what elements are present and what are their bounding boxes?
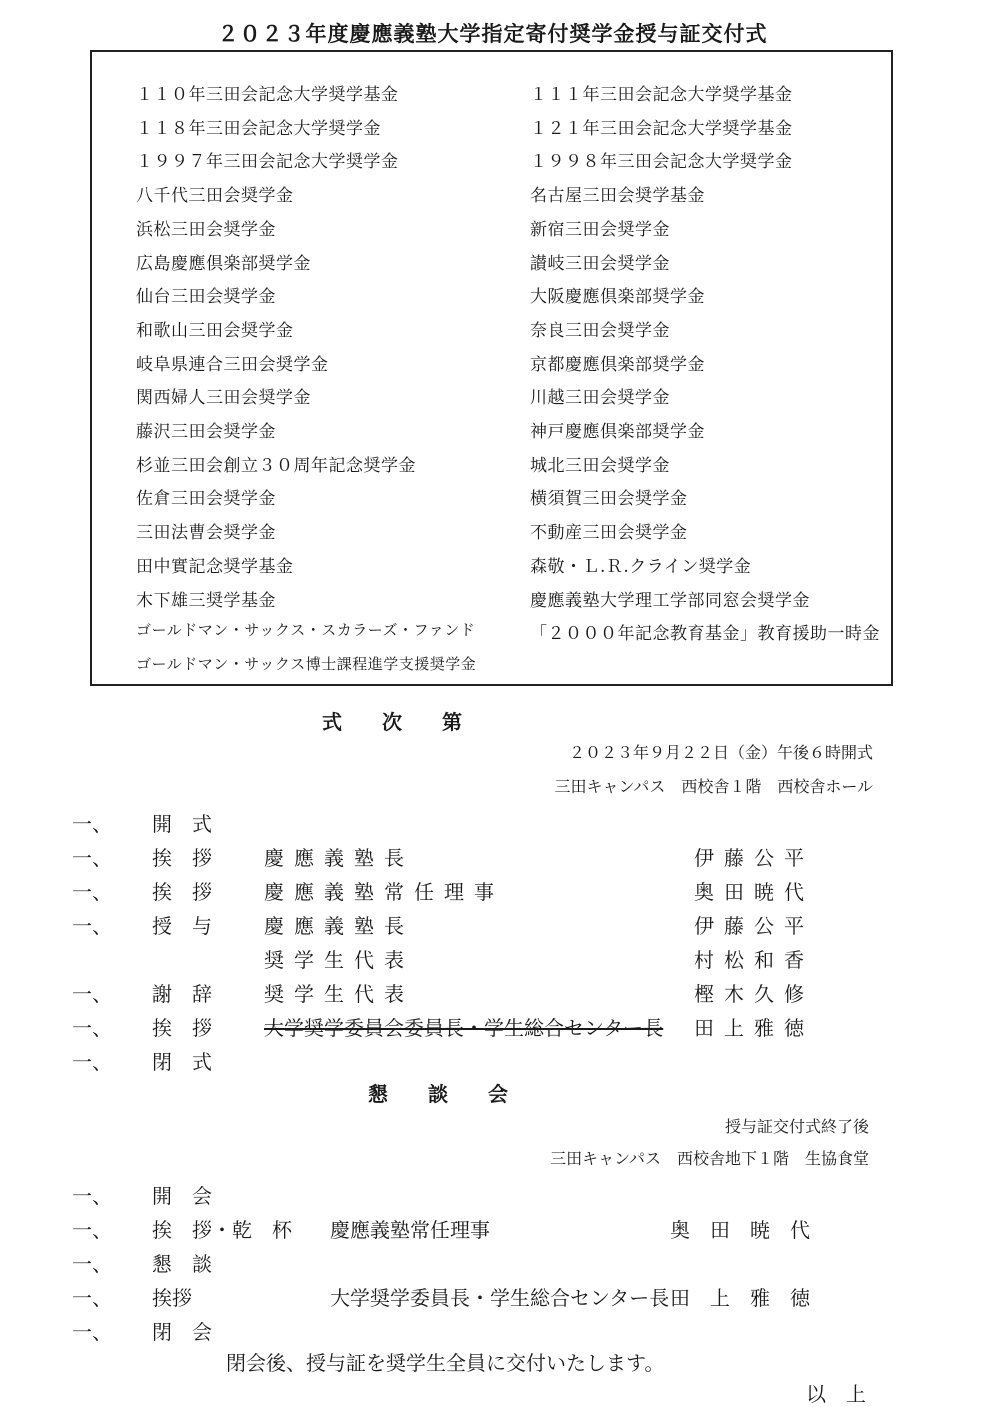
fund-item: １１０年三田会記念大学奨学基金 <box>136 85 399 105</box>
program-role: 慶應義塾長 <box>264 914 414 938</box>
program-role: 慶應義塾長 <box>264 846 414 870</box>
program-role: 慶應義塾常任理事 <box>330 1218 490 1242</box>
program-item: 謝 辞 <box>152 982 212 1006</box>
fund-item: 奈良三田会奨学金 <box>530 320 670 341</box>
program-name: 樫木久修 <box>694 982 814 1006</box>
fund-item: 名古屋三田会奨学基金 <box>530 186 705 207</box>
program-mark: 一、 <box>72 1286 112 1310</box>
program-item: 挨 拶・乾 杯 <box>152 1218 292 1242</box>
program-mark: 一、 <box>72 812 112 836</box>
fund-item: 八千代三田会奨学金 <box>136 186 294 207</box>
program-mark: 一、 <box>72 1016 112 1040</box>
program-role: 奨学生代表 <box>264 982 414 1006</box>
program-role: 慶應義塾常任理事 <box>264 880 504 904</box>
fund-item: 川越三田会奨学金 <box>530 388 670 409</box>
fund-item: 浜松三田会奨学金 <box>136 219 276 240</box>
program-role: 奨学生代表 <box>264 948 414 972</box>
program-item: 挨 拶 <box>152 846 212 870</box>
fund-item: ゴールドマン・サックス博士課程進学支援奨学金 <box>136 654 477 673</box>
program-name: 伊藤公平 <box>694 846 814 870</box>
fund-item: 仙台三田会奨学金 <box>136 287 276 308</box>
program-name: 田上雅徳 <box>694 1016 814 1040</box>
program-item: 閉 会 <box>152 1320 212 1344</box>
fund-item: 和歌山三田会奨学金 <box>136 320 294 341</box>
program-name: 奥 田 暁 代 <box>670 1218 810 1242</box>
program-mark: 一、 <box>72 1184 112 1208</box>
reception-heading: 懇 談 会 <box>368 1082 508 1106</box>
ceremony-location: 三田キャンパス 西校舎１階 西校舎ホール <box>554 777 873 796</box>
fund-item: 横須賀三田会奨学金 <box>530 489 688 510</box>
program-item: 懇 談 <box>152 1252 212 1276</box>
program-mark: 一、 <box>72 982 112 1006</box>
reception-location: 三田キャンパス 西校舎地下１階 生協食堂 <box>550 1149 869 1168</box>
program-mark: 一、 <box>72 1252 112 1276</box>
program-mark: 一、 <box>72 1218 112 1242</box>
program-role: 大学奨学委員長・学生総合センター長 <box>330 1286 670 1310</box>
fund-item: 不動産三田会奨学金 <box>530 523 688 544</box>
reception-time: 授与証交付式終了後 <box>724 1117 869 1136</box>
program-mark: 一、 <box>72 914 112 938</box>
page-title: ２０２３年度慶應義塾大学指定寄付奨学金授与証交付式 <box>217 21 768 46</box>
fund-item: 佐倉三田会奨学金 <box>136 489 276 510</box>
fund-item: 木下雄三奨学基金 <box>136 590 276 611</box>
program-item: 開 式 <box>152 812 212 836</box>
program-name: 伊藤公平 <box>694 914 814 938</box>
program-item: 開 会 <box>152 1184 212 1208</box>
fund-item: 藤沢三田会奨学金 <box>136 422 276 442</box>
ceremony-datetime: ２０２３年９月２２日（金）午後６時開式 <box>568 743 873 762</box>
ceremony-heading: 式 次 第 <box>322 710 462 734</box>
fund-list-box <box>90 50 893 686</box>
fund-item: 森敬・Ｌ.Ｒ.クライン奨学金 <box>530 556 752 577</box>
fund-item: 広島慶應倶楽部奨学金 <box>136 253 311 274</box>
program-name: 田 上 雅 徳 <box>670 1286 810 1310</box>
fund-item: 新宿三田会奨学金 <box>530 219 670 240</box>
fund-item: 城北三田会奨学金 <box>530 455 670 476</box>
program-item: 挨拶 <box>152 1286 192 1310</box>
fund-item: １１１年三田会記念大学奨学基金 <box>530 85 793 105</box>
program-mark: 一、 <box>72 1050 112 1074</box>
fund-item: 京都慶應倶楽部奨学金 <box>530 354 705 375</box>
program-item: 挨 拶 <box>152 880 212 904</box>
program-name: 村松和香 <box>694 948 814 972</box>
program-role: 大学奨学委員会委員長・学生総合センター長 <box>264 1016 664 1040</box>
fund-item: １１８年三田会記念大学奨学金 <box>136 118 381 139</box>
fund-item: 関西婦人三田会奨学金 <box>136 388 311 409</box>
fund-item: 田中實記念奨学基金 <box>136 556 294 577</box>
program-item: 挨 拶 <box>152 1016 212 1040</box>
program-item: 閉 式 <box>152 1050 212 1074</box>
fund-item: ゴールドマン・サックス・スカラーズ・ファンド <box>136 621 476 640</box>
program-name: 奥田暁代 <box>694 880 814 904</box>
fund-item: 大阪慶應倶楽部奨学金 <box>530 287 705 308</box>
fund-item: 三田法曹会奨学金 <box>136 523 276 544</box>
fund-item: １９９７年三田会記念大学奨学金 <box>136 152 399 173</box>
fund-item: 讃岐三田会奨学金 <box>530 253 670 274</box>
fund-item: 岐阜県連合三田会奨学金 <box>136 354 329 375</box>
fund-item: １９９８年三田会記念大学奨学金 <box>530 152 793 173</box>
closing-remark: 以 上 <box>806 1382 866 1406</box>
fund-item: １２１年三田会記念大学奨学基金 <box>530 118 793 139</box>
fund-item: 慶應義塾大学理工学部同窓会奨学金 <box>530 590 810 611</box>
program-mark: 一、 <box>72 1320 112 1344</box>
fund-item: 杉並三田会創立３０周年記念奨学金 <box>136 455 416 476</box>
fund-item: 「２０００年記念教育基金」教育援助一時金 <box>530 624 880 645</box>
program-mark: 一、 <box>72 880 112 904</box>
reception-note: 閉会後、授与証を奨学生全員に交付いたします。 <box>226 1351 665 1375</box>
program-item: 授 与 <box>152 914 212 938</box>
fund-item: 神戸慶應倶楽部奨学金 <box>530 422 705 442</box>
program-mark: 一、 <box>72 846 112 870</box>
